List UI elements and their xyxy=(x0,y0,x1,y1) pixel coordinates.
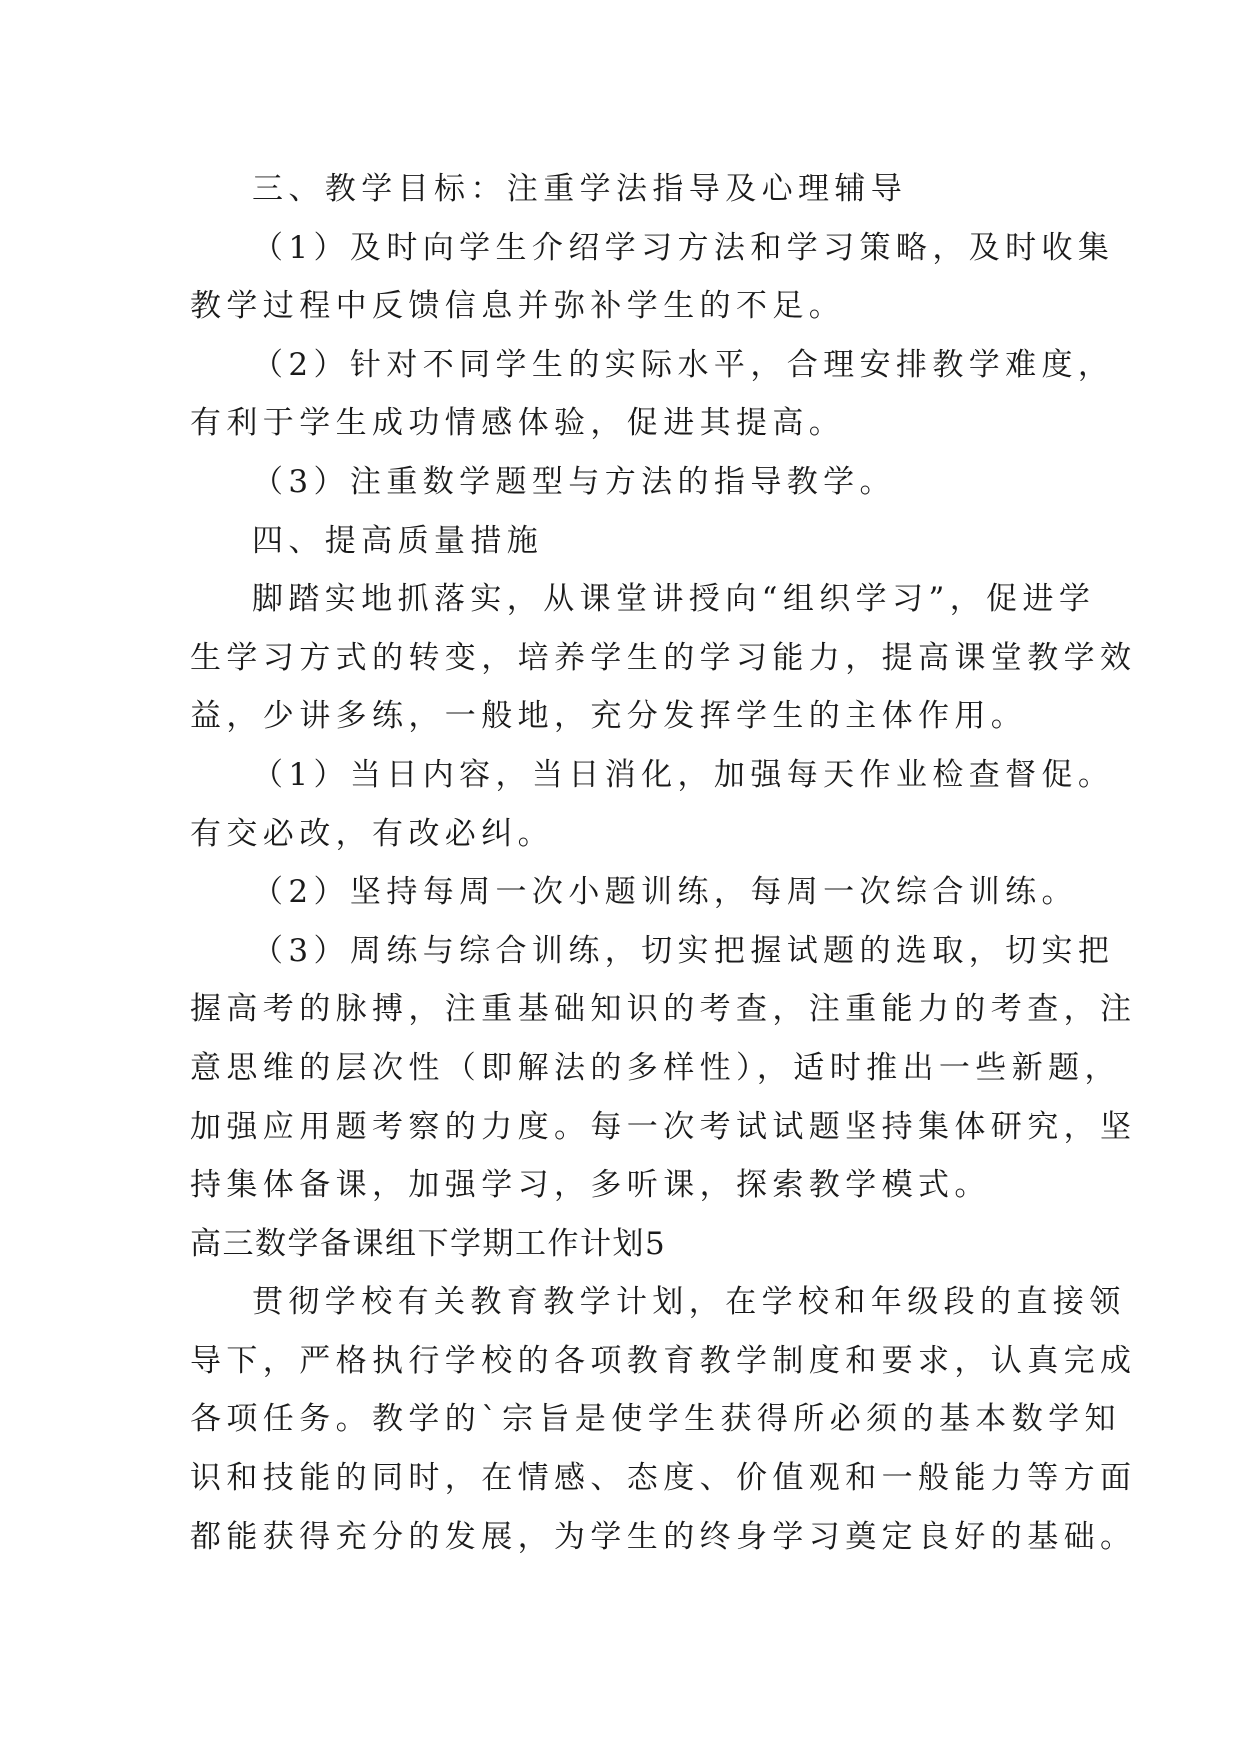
paragraph-line: 各项任务。教学的`宗旨是使学生获得所必须的基本数学知 xyxy=(190,1401,1121,1438)
section-heading: 四、提高质量措施 xyxy=(252,522,544,559)
paragraph-line: 有交必改，有改必纠。 xyxy=(190,815,554,852)
paragraph-line: （2）针对不同学生的实际水平，合理安排教学难度， xyxy=(252,346,1115,383)
paragraph-line: （3）周练与综合训练，切实把握试题的选取，切实把 xyxy=(252,932,1115,969)
paragraph-line: 教学过程中反馈信息并弥补学生的不足。 xyxy=(190,288,846,325)
paragraph-line: 生学习方式的转变，培养学生的学习能力，提高课堂教学效 xyxy=(190,639,1137,676)
paragraph-line: 加强应用题考察的力度。每一次考试试题坚持集体研究，坚 xyxy=(190,1108,1137,1145)
section-heading: 三、教学目标：注重学法指导及心理辅导 xyxy=(252,171,908,207)
paragraph-line: 都能获得充分的发展，为学生的终身学习奠定良好的基础。 xyxy=(190,1518,1137,1555)
paragraph-line: 益，少讲多练，一般地，充分发挥学生的主体作用。 xyxy=(190,698,1028,735)
paragraph-line: 有利于学生成功情感体验，促进其提高。 xyxy=(190,405,846,442)
paragraph-line: （1）当日内容，当日消化，加强每天作业检查督促。 xyxy=(252,756,1115,793)
document-body xyxy=(190,160,1137,1566)
paragraph-line: 贯彻学校有关教育教学计划，在学校和年级段的直接领 xyxy=(252,1284,1126,1321)
document-title: 高三数学备课组下学期工作计划5 xyxy=(190,1225,667,1262)
paragraph-line: 握高考的脉搏，注重基础知识的考查，注重能力的考查，注 xyxy=(190,991,1137,1028)
paragraph-line: （3）注重数学题型与方法的指导教学。 xyxy=(252,463,896,500)
paragraph-line: （1）及时向学生介绍学习方法和学习策略，及时收集 xyxy=(252,229,1115,266)
paragraph-line: 意思维的层次性（即解法的多样性），适时推出一些新题， xyxy=(190,1049,1121,1086)
paragraph-line: （2）坚持每周一次小题训练，每周一次综合训练。 xyxy=(252,874,1078,911)
paragraph-line: 脚踏实地抓落实，从课堂讲授向“组织学习”，促进学 xyxy=(252,581,1096,618)
paragraph-line: 识和技能的同时，在情感、态度、价值观和一般能力等方面 xyxy=(190,1460,1137,1497)
paragraph-line: 导下，严格执行学校的各项教育教学制度和要求，认真完成 xyxy=(190,1342,1137,1379)
paragraph-line: 持集体备课，加强学习，多听课，探索教学模式。 xyxy=(190,1167,991,1204)
